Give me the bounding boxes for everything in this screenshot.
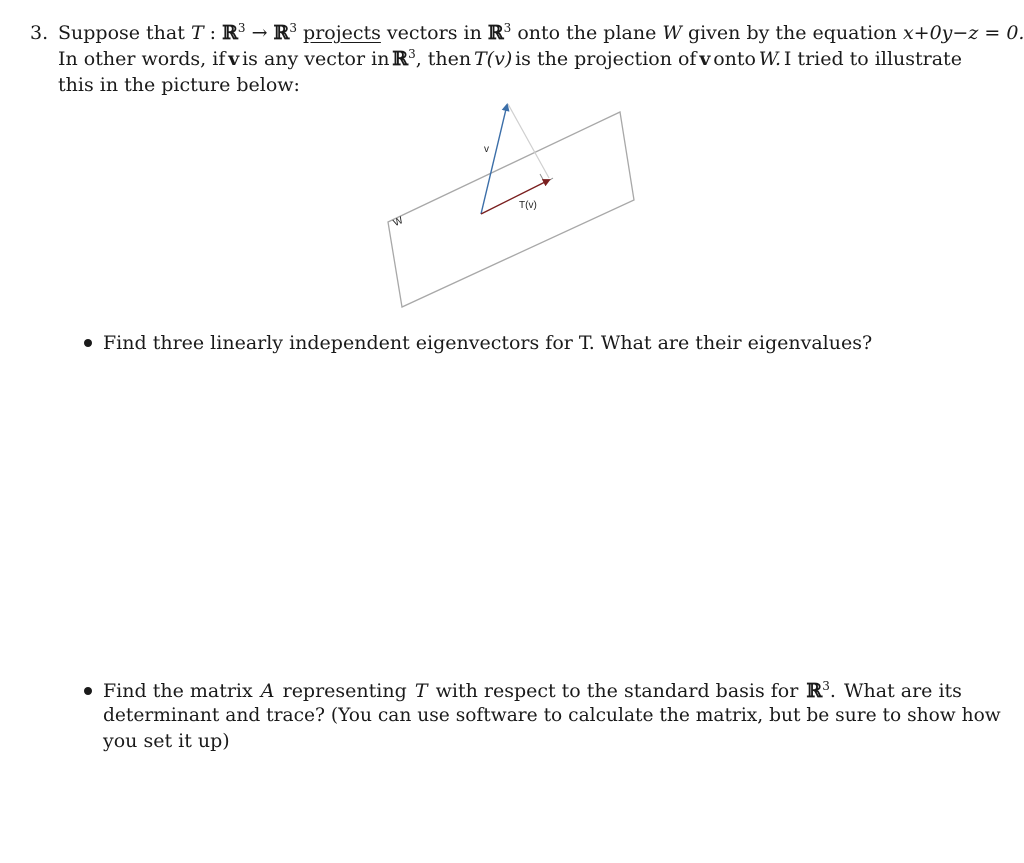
symbol-R: ℝ — [392, 48, 409, 70]
text-find-matrix: Find the matrix — [103, 680, 253, 702]
bullet-2-line-3: you set it up) — [103, 730, 230, 752]
problem-number: 3. — [30, 22, 49, 44]
text-onto-plane: onto the plane — [511, 22, 663, 44]
text-is-projection-of: is the projection of — [515, 48, 697, 70]
symbol-T: T — [190, 22, 204, 44]
problem-line-3: this in the picture below: — [58, 74, 300, 96]
text-suppose: Suppose that — [58, 22, 185, 44]
vector-v-arrow — [481, 105, 507, 214]
exponent: 3 — [289, 21, 297, 35]
label-Tv: T(v) — [519, 200, 537, 211]
symbol-R: ℝ — [273, 22, 290, 44]
text-period: . — [829, 680, 836, 702]
text-tried: I tried to illustrate — [783, 48, 962, 70]
bullet-1-line-1: Find three linearly independent eigenvectors for T. What are their eigenvalues? — [103, 332, 873, 354]
projection-dashed-line — [508, 104, 549, 178]
arrow-symbol: → — [245, 22, 274, 44]
text-what-are-its: What are its — [843, 680, 962, 702]
equation: x+0y−z = 0. — [902, 22, 1024, 44]
text-is-any-vector-in: is any vector in — [242, 48, 390, 70]
label-W: W — [391, 215, 405, 230]
symbol-v: v — [699, 48, 711, 70]
symbol-R: ℝ — [487, 22, 504, 44]
vector-Tv-arrow — [481, 180, 549, 214]
text-in-other-words: In other words, if — [58, 48, 226, 70]
word-projects: projects — [303, 22, 381, 44]
bullet-2-line-2: determinant and trace? (You can use software to calculate the matrix, but be sure to show how — [103, 705, 1001, 726]
exponent: 3 — [237, 21, 246, 35]
bullet-marker-1 — [84, 339, 92, 347]
symbol-R: ℝ — [222, 22, 238, 44]
label-v: v — [484, 144, 489, 155]
text-comma-then: , then — [415, 48, 472, 70]
plane-W — [388, 112, 634, 307]
symbol-W: W — [662, 22, 682, 44]
symbol-R: ℝ — [806, 680, 823, 702]
text-vectors-in: vectors in — [380, 22, 488, 44]
exponent: 3 — [503, 21, 512, 35]
bullet-2-line-1 — [103, 679, 962, 703]
text-colon: : — [203, 22, 223, 44]
text-with-respect: with respect to the standard basis for — [435, 680, 799, 702]
symbol-Tv: T(v) — [474, 48, 513, 70]
exponent: 3 — [822, 679, 830, 693]
text-given-by: given by the equation — [681, 22, 903, 44]
text-onto: onto — [713, 48, 756, 70]
symbol-T: T — [414, 680, 428, 702]
text-representing: representing — [282, 680, 407, 702]
bullet-marker-2 — [84, 687, 92, 695]
symbol-A: A — [260, 680, 275, 702]
exponent: 3 — [408, 47, 416, 61]
symbol-W: W. — [758, 48, 782, 70]
symbol-v: v — [228, 48, 240, 70]
